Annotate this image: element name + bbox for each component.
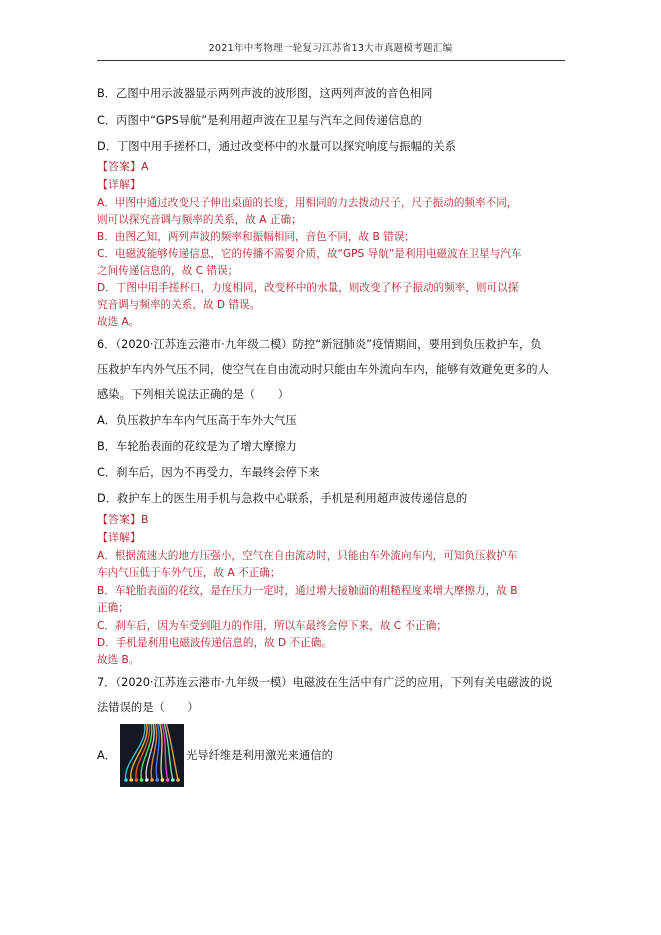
q5-explain-3: B．由图乙知，两列声波的频率和振幅相同，音色不同，故 B 错误； xyxy=(97,231,415,243)
q6-opt-b: B．车轮胎表面的花纹是为了增大摩擦力 xyxy=(97,440,297,453)
fiber-strand xyxy=(159,724,162,780)
q6-stem-1: 6．（2020·江苏连云港市·九年级二模）防控“新冠肺炎”疫情期间，要用到负压救护车，负 xyxy=(97,338,542,351)
q6-opt-c: C．刹车后，因为不再受力，车最终会停下来 xyxy=(97,466,320,479)
fiber-tip-glow xyxy=(129,778,133,782)
q5-explain-6: D．丁图中用手搓杯口，力度相同，改变杯中的水量，则改变了杯子振动的频率，则可以探 xyxy=(97,282,519,294)
q7-option-a-label: A． xyxy=(97,749,117,762)
q5-explain-4: C．电磁波能够传递信息，它的传播不需要介质，故“GPS 导航”是利用电磁波在卫星与汽车 xyxy=(97,248,522,260)
fiber-tip-glow xyxy=(140,778,144,782)
q5-explain-1: A．甲图中通过改变尺子伸出桌面的长度，用相同的力去拨动尺子，尺子振动的频率不同， xyxy=(97,197,518,209)
q5-answer: 【答案】A xyxy=(97,160,149,173)
fiber-tip-glow xyxy=(155,778,159,782)
q7-stem-1: 7．（2020·江苏连云港市·九年级一模）电磁波在生活中有广泛的应用，下列有关电磁波的说 xyxy=(97,676,553,689)
optical-fiber-image xyxy=(120,724,184,787)
q6-explain-3: B．车轮胎表面的花纹，是在压力一定时，通过增大接触面的粗糙程度来增大摩擦力，故 B xyxy=(97,585,518,597)
q6-explain-6: D．手机是利用电磁波传递信息的，故 D 不正确。 xyxy=(97,637,332,649)
q6-opt-a: A．负压救护车车内气压高于车外大气压 xyxy=(97,414,297,427)
fiber-tip-glow xyxy=(161,778,165,782)
q5-opt-d: D．丁图中用手搓杯口，通过改变杯中的水量可以探究响度与振幅的关系 xyxy=(97,140,456,153)
q6-explain-5: C．刹车后，因为车受到阻力的作用，所以车最终会停下来，故 C 不正确； xyxy=(97,620,447,632)
q5-explain-5: 之间传递信息的，故 C 错误； xyxy=(97,265,239,277)
q6-conclusion: 故选 B。 xyxy=(97,654,140,666)
q5-explain-7: 究音调与频率的关系，故 D 错误。 xyxy=(97,299,261,311)
optical-fiber-illustration xyxy=(120,724,184,787)
fiber-tip-glow xyxy=(176,778,180,782)
q5-opt-c: C．丙图中“GPS导航”是利用超声波在卫星与汽车之间传递信息的 xyxy=(97,114,422,127)
q6-opt-d: D．救护车上的医生用手机与急救中心联系，手机是利用超声波传递信息的 xyxy=(97,492,468,505)
fiber-tip-glow xyxy=(124,778,128,782)
q6-explain-label: 【详解】 xyxy=(97,531,141,544)
q5-explain-2: 则可以探究音调与频率的关系，故 A 正确； xyxy=(97,214,302,226)
fiber-tip-glow xyxy=(171,778,175,782)
fiber-tip-glow xyxy=(135,778,139,782)
q6-stem-2: 压救护车内外气压不同，使空气在自由流动时只能由车外流向车内，能够有效避免更多的人 xyxy=(97,363,549,376)
q6-explain-2: 车内气压低于车外气压，故 A 不正确； xyxy=(97,567,281,579)
q6-stem-3: 感染。下列相关说法正确的是（ ） xyxy=(97,388,290,401)
q7-option-a-text: 光导纤维是利用激光来通信的 xyxy=(186,749,333,762)
header-divider xyxy=(97,60,565,61)
q6-answer: 【答案】B xyxy=(97,513,149,526)
page-header: 2021年中考物理一轮复习江苏省13大市真题模考题汇编 xyxy=(208,43,453,54)
q5-opt-b: B．乙图中用示波器显示两列声波的波形图，这两列声波的音色相同 xyxy=(97,87,433,100)
fiber-tip-glow xyxy=(166,778,170,782)
q7-option-a xyxy=(97,748,116,764)
q5-explain-label: 【详解】 xyxy=(97,178,141,191)
fiber-strand xyxy=(126,724,145,780)
q6-explain-1: A．根据流速大的地方压强小，空气在自由流动时，只能由车外流向车内，可知负压救护车 xyxy=(97,550,518,562)
fiber-tip-glow xyxy=(145,778,149,782)
q5-conclusion: 故选 A。 xyxy=(97,316,140,328)
q6-explain-4: 正确； xyxy=(97,602,129,614)
q7-stem-2: 法错误的是（ ） xyxy=(97,701,199,714)
fiber-tip-glow xyxy=(150,778,154,782)
